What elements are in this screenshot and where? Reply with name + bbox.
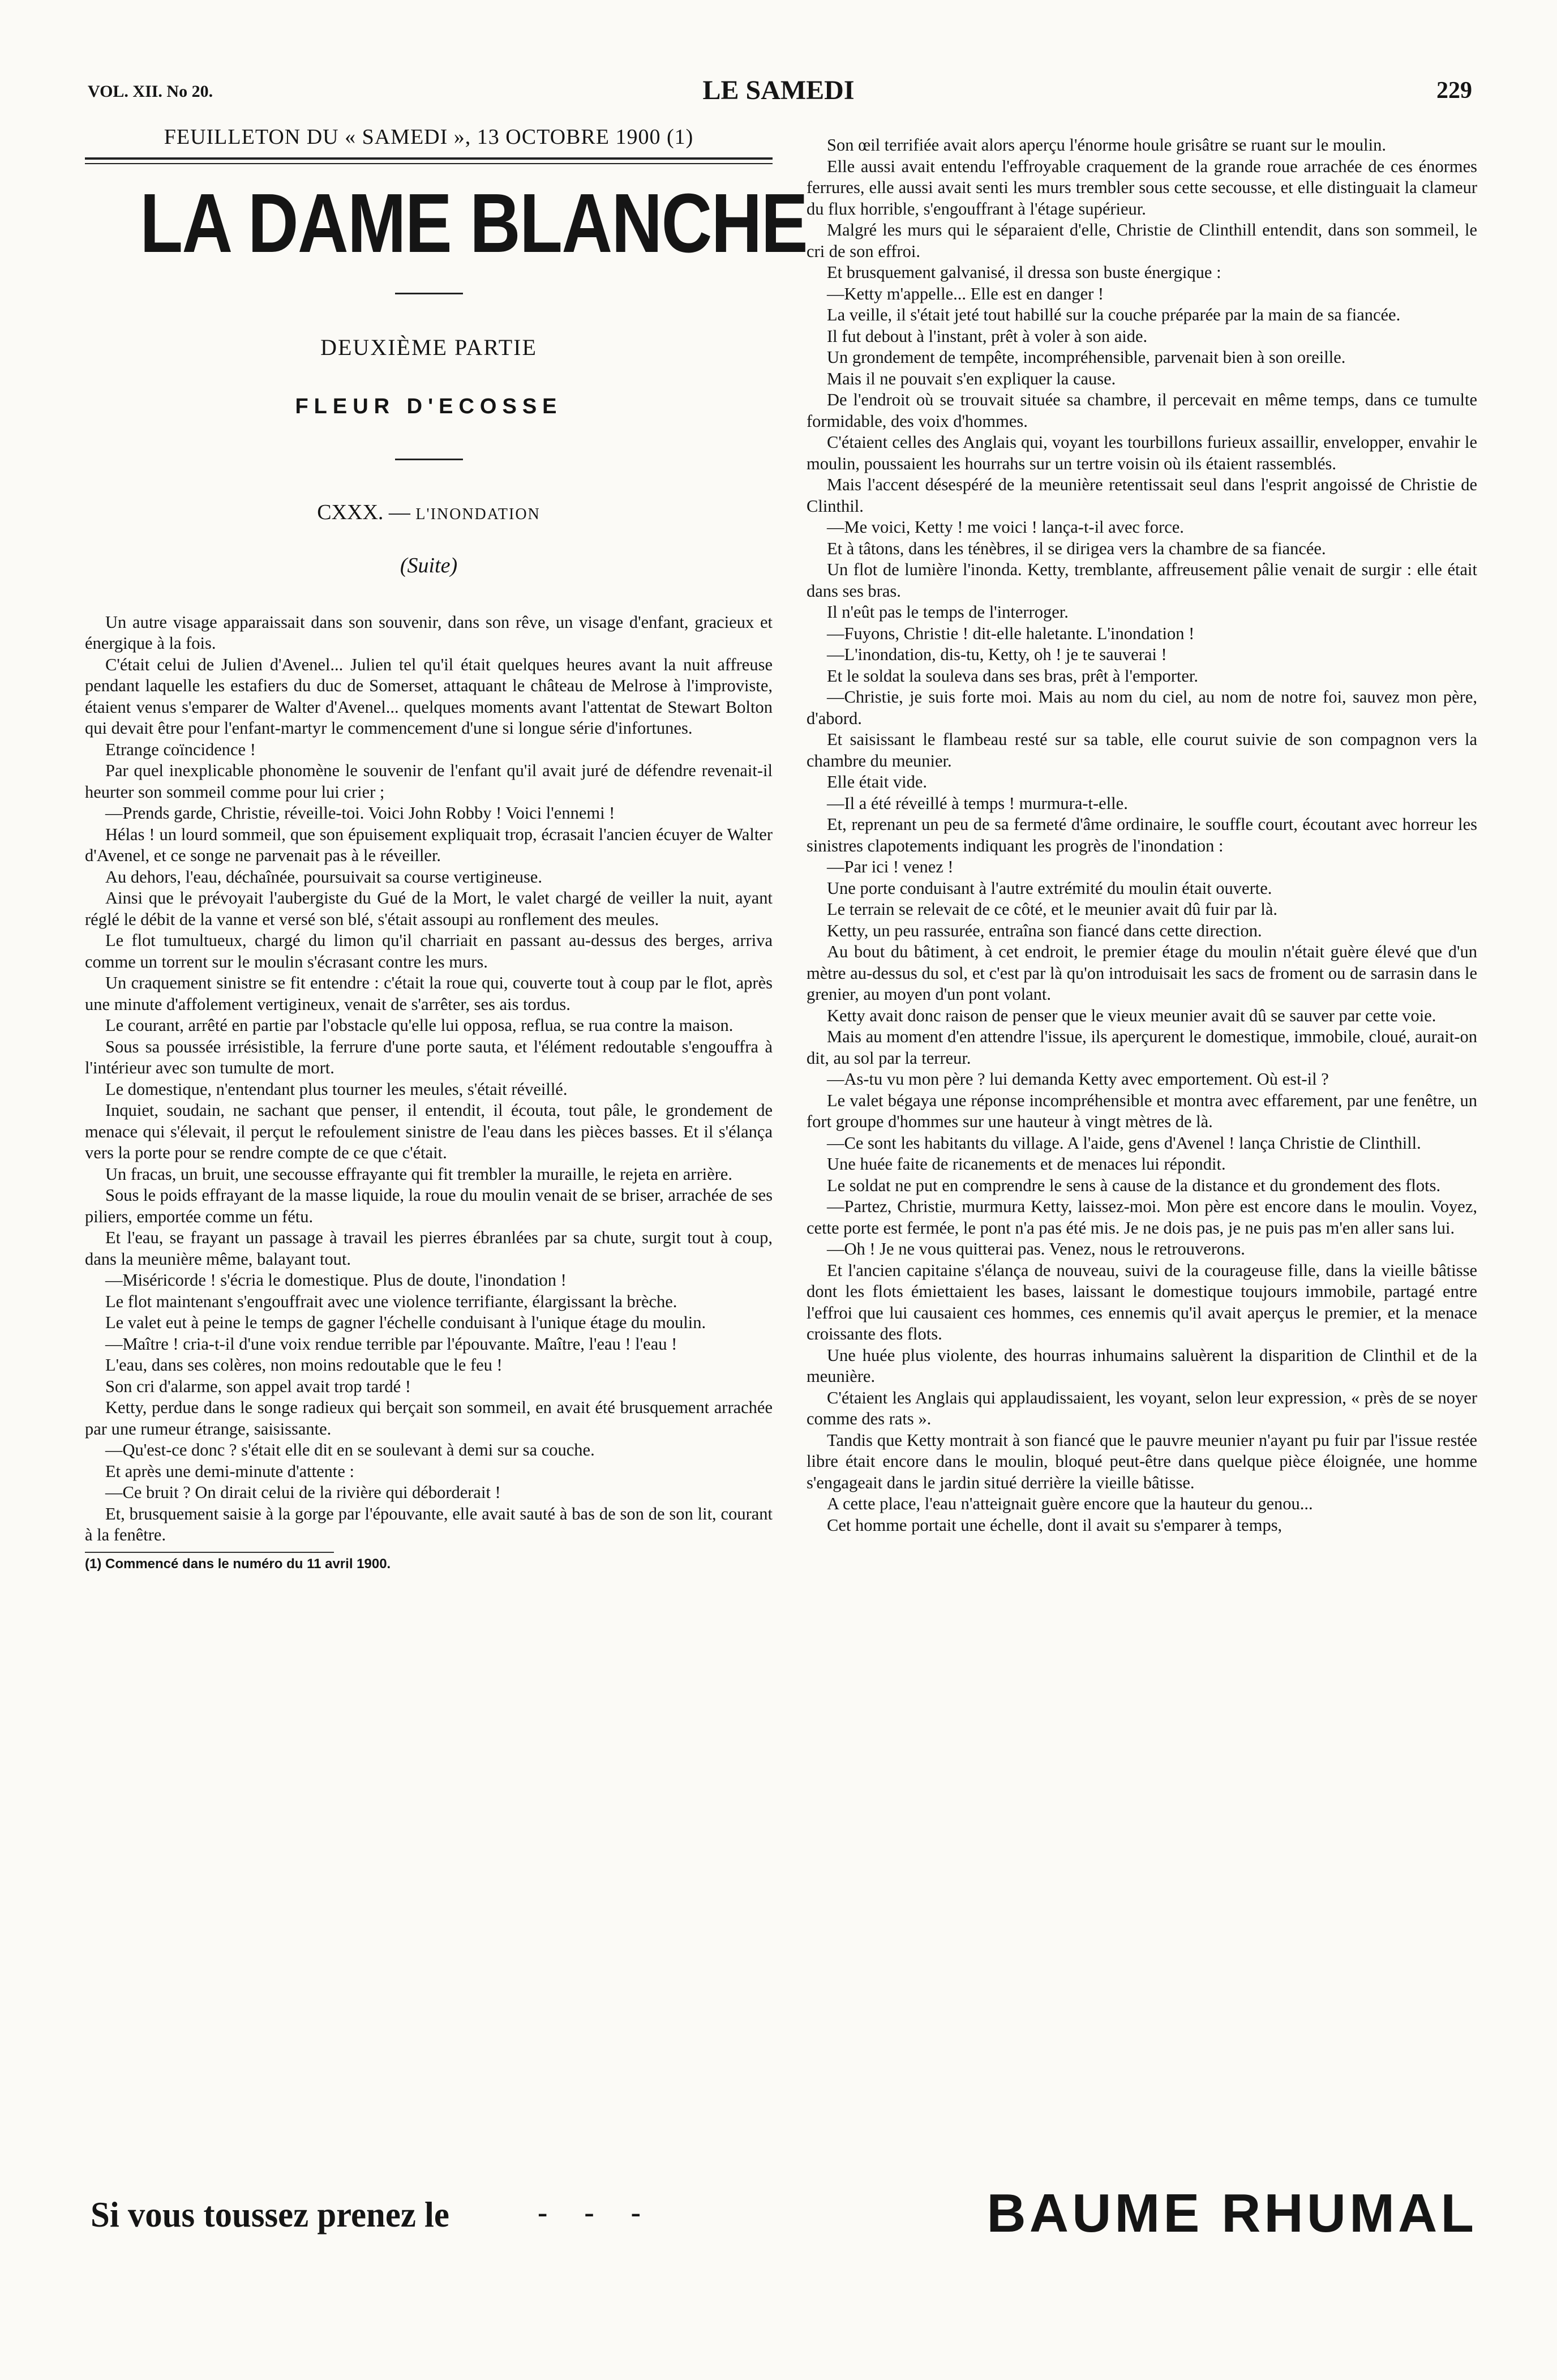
- paragraph: Le terrain se relevait de ce côté, et le meunier avait dû fuir par là.: [827, 900, 1277, 919]
- paragraph: Cet homme portait une échelle, dont il avait su s'emparer à temps,: [827, 1515, 1283, 1535]
- paragraph: —Ketty m'appelle... Elle est en danger !: [827, 284, 1104, 303]
- paragraph: —Me voici, Ketty ! me voici ! lança-t-il avec force.: [827, 517, 1184, 537]
- paragraph: Et à tâtons, dans les ténèbres, il se dirigea vers la chambre de sa fiancée.: [827, 538, 1326, 558]
- paragraph: Et l'eau, se frayant un passage à travail les pierres ébranlées par sa chute, surgit tout à coup, dans la meunière même, balayant tout.: [85, 1228, 773, 1269]
- paragraph: Ketty, perdue dans le songe radieux qui berçait son sommeil, en avait été brusquement arrachée par une rumeur étrange, saisissante.: [85, 1398, 773, 1439]
- paragraph: —Ce bruit ? On dirait celui de la rivière qui déborderait !: [105, 1483, 501, 1503]
- ad-dashes: - - -: [538, 2197, 655, 2229]
- short-rule: [395, 459, 463, 460]
- paragraph: Au bout du bâtiment, à cet endroit, le premier étage du moulin n'était guère élevé que d'un mètre au-dessus du sol, et c'est par là qu'on introduisait les sacs de froment ou de sarrasin dans le grenier, au moyen d'un pont volant.: [807, 942, 1477, 1004]
- paragraph: Inquiet, soudain, ne sachant que penser, il entendit, il écouta, tout pâle, le grondement de menace qui s'élevait, il perçut le refoulement sinistre de l'eau dans les pièces basses. Et il s'élança vers la porte pour se rendre compte de ce que c'était.: [85, 1101, 773, 1163]
- paragraph: Un craquement sinistre se fit entendre : c'était la roue qui, couverte tout à coup par le flot, après une minute d'affolement vertigineux, venait de s'arrêter, ses ais tordus.: [85, 973, 773, 1014]
- chapter-name: L'INONDATION: [415, 505, 541, 523]
- paragraph: Le domestique, n'entendant plus tourner les meules, s'était réveillé.: [105, 1079, 568, 1099]
- paragraph: C'était celui de Julien d'Avenel... Julien tel qu'il était quelques heures avant la nuit affreuse pendant laquelle les estafiers du duc de Somerset, attaquant le château de Melrose à l'improviste, étaient venus s'emparer de Walter d'Avenel... quelques moments avant l'attentat de Stewart Bolton qui devait être pour l'enfant-martyr le commencement d'une si longue série d'infortunes.: [85, 654, 773, 738]
- paragraph: Son cri d'alarme, son appel avait trop tardé !: [105, 1376, 411, 1396]
- paragraph: Etrange coïncidence !: [105, 739, 256, 759]
- paragraph: L'eau, dans ses colères, non moins redoutable que le feu !: [105, 1355, 503, 1375]
- paragraph: —Fuyons, Christie ! dit-elle haletante. L'inondation !: [827, 623, 1195, 643]
- short-rule: [395, 293, 463, 294]
- paragraph: —L'inondation, dis-tu, Ketty, oh ! je te sauverai !: [827, 645, 1167, 664]
- paragraph: —Christie, je suis forte moi. Mais au nom du ciel, au nom de notre foi, sauvez mon père, d'abord.: [807, 687, 1477, 728]
- footnote-rule: [85, 1552, 334, 1553]
- paragraph: Un fracas, un bruit, une secousse effrayante qui fit trembler la muraille, le rejeta en arrière.: [105, 1164, 732, 1184]
- paragraph: Elle aussi avait entendu l'effroyable craquement de la grande roue arrachée de ces énormes ferrures, elle aussi avait senti les murs trembler sous cette secousse, et elle distinguait la clameur du flux horrible, s'engouffrant à l'étage supérieur.: [807, 156, 1477, 219]
- suite-label: (Suite): [400, 553, 458, 577]
- journal-name: LE SAMEDI: [702, 75, 855, 105]
- chapter-number: CXXX. —: [317, 500, 410, 524]
- paragraph: La veille, il s'était jeté tout habillé sur la couche préparée par la main de sa fiancée.: [827, 305, 1401, 324]
- paragraph: —As-tu vu mon père ? lui demanda Ketty avec emportement. Où est-il ?: [827, 1069, 1329, 1089]
- paragraph: Son œil terrifiée avait alors aperçu l'énorme houle grisâtre se ruant sur le moulin.: [827, 135, 1386, 155]
- paragraph: Et saisissant le flambeau resté sur sa table, elle courut suivie de son compagnon vers la chambre du meunier.: [807, 730, 1477, 770]
- part-heading: DEUXIÈME PARTIE: [320, 334, 537, 360]
- chapter-heading: [85, 500, 773, 525]
- paragraph: Il n'eût pas le temps de l'interroger.: [827, 602, 1069, 622]
- ad-product-name: BAUME RHUMAL: [986, 2183, 1477, 2244]
- paragraph: Mais il ne pouvait s'en expliquer la cause.: [827, 369, 1116, 388]
- paragraph: Il fut debout à l'instant, prêt à voler à son aide.: [827, 326, 1148, 346]
- paragraph: Le courant, arrêté en partie par l'obstacle qu'elle lui opposa, reflua, se rua contre la maison.: [105, 1016, 734, 1035]
- paragraph: Tandis que Ketty montrait à son fiancé que le pauvre meunier n'ayant pu fuir par l'issue restée libre était encore dans le moulin, bloqué peut-être dans quelque pièce éloignée, une homme s'engageait dans le jardin situé derrière la vieille bâtisse.: [807, 1430, 1477, 1492]
- page-number: 229: [1436, 78, 1472, 104]
- left-text: [85, 612, 773, 1546]
- paragraph: Par quel inexplicable phonomène le souvenir de l'enfant qu'il avait juré de défendre revenait-il heurter son sommeil comme pour lui crier ;: [85, 761, 773, 802]
- paragraph: Mais l'accent désespéré de la meunière retentissait seul dans l'esprit angoissé de Christie de Clinthil.: [807, 475, 1477, 516]
- paragraph: Le valet eut à peine le temps de gagner l'échelle conduisant à l'unique étage du moulin.: [105, 1313, 706, 1333]
- paragraph: Le valet bégaya une réponse incompréhensible et montra avec effarement, par une fenêtre, un fort groupe d'hommes sur une hauteur à vingt mètres de là.: [807, 1090, 1477, 1131]
- paragraph: Ketty avait donc raison de penser que le vieux meunier avait dû se sauver par cette voie.: [827, 1005, 1436, 1025]
- paragraph: Un grondement de tempête, incompréhensible, parvenait bien à son oreille.: [827, 348, 1346, 367]
- paragraph: —Par ici ! venez !: [827, 857, 954, 876]
- paragraph: —Qu'est-ce donc ? s'était elle dit en se soulevant à demi sur sa couche.: [105, 1440, 595, 1460]
- feuilleton-line: FEUILLETON DU « SAMEDI », 13 OCTOBRE 1900 (1): [164, 125, 694, 149]
- paragraph: Ketty, un peu rassurée, entraîna son fiancé dans cette direction.: [827, 921, 1262, 940]
- paragraph: De l'endroit où se trouvait située sa chambre, il percevait en même temps, dans ce tumulte formidable, des voix d'hommes.: [807, 390, 1477, 431]
- paragraph: Malgré les murs qui le séparaient d'elle, Christie de Clinthill entendit, dans son sommeil, le cri de son effroi.: [807, 220, 1477, 261]
- paragraph: Et, brusquement saisie à la gorge par l'épouvante, elle avait sauté à bas de son de son lit, courant à la fenêtre.: [85, 1504, 773, 1545]
- paragraph: Hélas ! un lourd sommeil, que son épuisement expliquait trop, écrasait l'ancien écuyer de Walter d'Avenel, et ce songe ne parvenait pas à le réveiller.: [85, 824, 773, 866]
- right-text: [807, 135, 1477, 1536]
- paragraph: —Maître ! cria-t-il d'une voix rendue terrible par l'épouvante. Maître, l'eau ! l'eau !: [105, 1334, 677, 1354]
- paragraph: —Miséricorde ! s'écria le domestique. Plus de doute, l'inondation !: [105, 1270, 567, 1290]
- paragraph: Ainsi que le prévoyait l'aubergiste du Gué de la Mort, le valet chargé de veiller la nuit, ayant réglé le débit de la vanne et versé son blé, s'était assoupi au ronflement des meules.: [85, 888, 773, 929]
- paragraph: C'étaient les Anglais qui applaudissaient, les voyant, selon leur expression, « près de se noyer comme des rats ».: [807, 1388, 1477, 1428]
- paragraph: Sous sa poussée irrésistible, la ferrure d'une porte sauta, et l'élément redoutable s'engouffra à l'intérieur avec son tumulte de mort.: [85, 1037, 773, 1078]
- paragraph: —Partez, Christie, murmura Ketty, laissez-moi. Mon père est encore dans le moulin. Voyez, cette porte est fermée, le pont n'a pas été mis. Je ne dois pas, je ne puis pas m'en aller sans lui.: [807, 1197, 1477, 1238]
- paragraph: C'étaient celles des Anglais qui, voyant les tourbillons furieux assaillir, envelopper, envahir le moulin, poussaient les hourrahs sur un tertre voisin où ils étaient rassemblés.: [807, 433, 1477, 473]
- paragraph: Elle était vide.: [827, 772, 927, 791]
- paragraph: —Oh ! Je ne vous quitterai pas. Venez, nous le retrouverons.: [827, 1239, 1245, 1259]
- paragraph: Au dehors, l'eau, déchaînée, poursuivait sa course vertigineuse.: [105, 867, 542, 887]
- paragraph: Un autre visage apparaissait dans son souvenir, dans son rêve, un visage d'enfant, gracieux et énergique à la fois.: [85, 612, 773, 653]
- paragraph: Le flot maintenant s'engouffrait avec une violence terrifiante, élargissant la brèche.: [105, 1291, 677, 1311]
- paragraph: Sous le poids effrayant de la masse liquide, la roue du moulin venait de se briser, arrachée de ses piliers, emportée comme un fétu.: [85, 1185, 773, 1226]
- paragraph: Une huée faite de ricanements et de menaces lui répondit.: [827, 1154, 1226, 1174]
- paragraph: —Il a été réveillé à temps ! murmura-t-elle.: [827, 793, 1128, 813]
- paragraph: Et le soldat la souleva dans ses bras, prêt à l'emporter.: [827, 666, 1198, 686]
- footnote: (1) Commencé dans le numéro du 11 avril 1900.: [85, 1556, 391, 1572]
- ad-slogan: Si vous toussez prenez le: [91, 2194, 449, 2235]
- paragraph: Un flot de lumière l'inonda. Ketty, tremblante, affreusement pâlie venait de surgir : elle était dans ses bras.: [807, 560, 1477, 601]
- paragraph: —Prends garde, Christie, réveille-toi. Voici John Robby ! Voici l'ennemi !: [105, 803, 615, 823]
- paragraph: —Ce sont les habitants du village. A l'aide, gens d'Avenel ! lança Christie de Clinthill.: [827, 1133, 1421, 1153]
- left-column: [85, 125, 807, 1572]
- paragraph: Et l'ancien capitaine s'élança de nouveau, suivi de la courageuse fille, dans la vieille bâtisse dont les flots émiettaient les bases, laissant le domestique toujours immobile, partagé entre l'effroi que lui causaient ces hommes, ces ennemis qu'il avait aperçus le premier, et la menace croissante des flots.: [807, 1260, 1477, 1343]
- paragraph: Et, reprenant un peu de sa fermeté d'âme ordinaire, le souffle court, écoutant avec horreur les sinistres clapotements indiquant les progrès de l'inondation :: [807, 815, 1477, 855]
- volume-number: VOL. XII. No 20.: [88, 82, 213, 101]
- paragraph: Le soldat ne put en comprendre le sens à cause de la distance et du grondement des flots.: [827, 1175, 1441, 1195]
- part-subtitle: FLEUR D'ECOSSE: [295, 394, 563, 418]
- right-column: [807, 135, 1477, 1536]
- paragraph: A cette place, l'eau n'atteignait guère encore que la hauteur du genou...: [827, 1494, 1313, 1513]
- story-title: LA DAME BLANCHE: [140, 177, 807, 270]
- advertisement: [85, 2182, 1477, 2245]
- paragraph: Le flot tumultueux, chargé du limon qu'il charriait en passant au-dessus des berges, arriva comme un torrent sur le moulin s'écrasant contre les murs.: [85, 931, 773, 971]
- paragraph: Mais au moment d'en attendre l'issue, ils aperçurent le domestique, immobile, cloué, aurait-on dit, au sol par la terreur.: [807, 1027, 1477, 1068]
- paragraph: Et brusquement galvanisé, il dressa son buste énergique :: [827, 263, 1221, 282]
- paragraph: Et après une demi-minute d'attente :: [105, 1461, 354, 1481]
- paragraph: Une porte conduisant à l'autre extrémité du moulin était ouverte.: [827, 878, 1272, 898]
- paragraph: Une huée plus violente, des hourras inhumains saluèrent la disparition de Clinthil et de la meunière.: [807, 1345, 1477, 1386]
- double-rule: [85, 157, 773, 164]
